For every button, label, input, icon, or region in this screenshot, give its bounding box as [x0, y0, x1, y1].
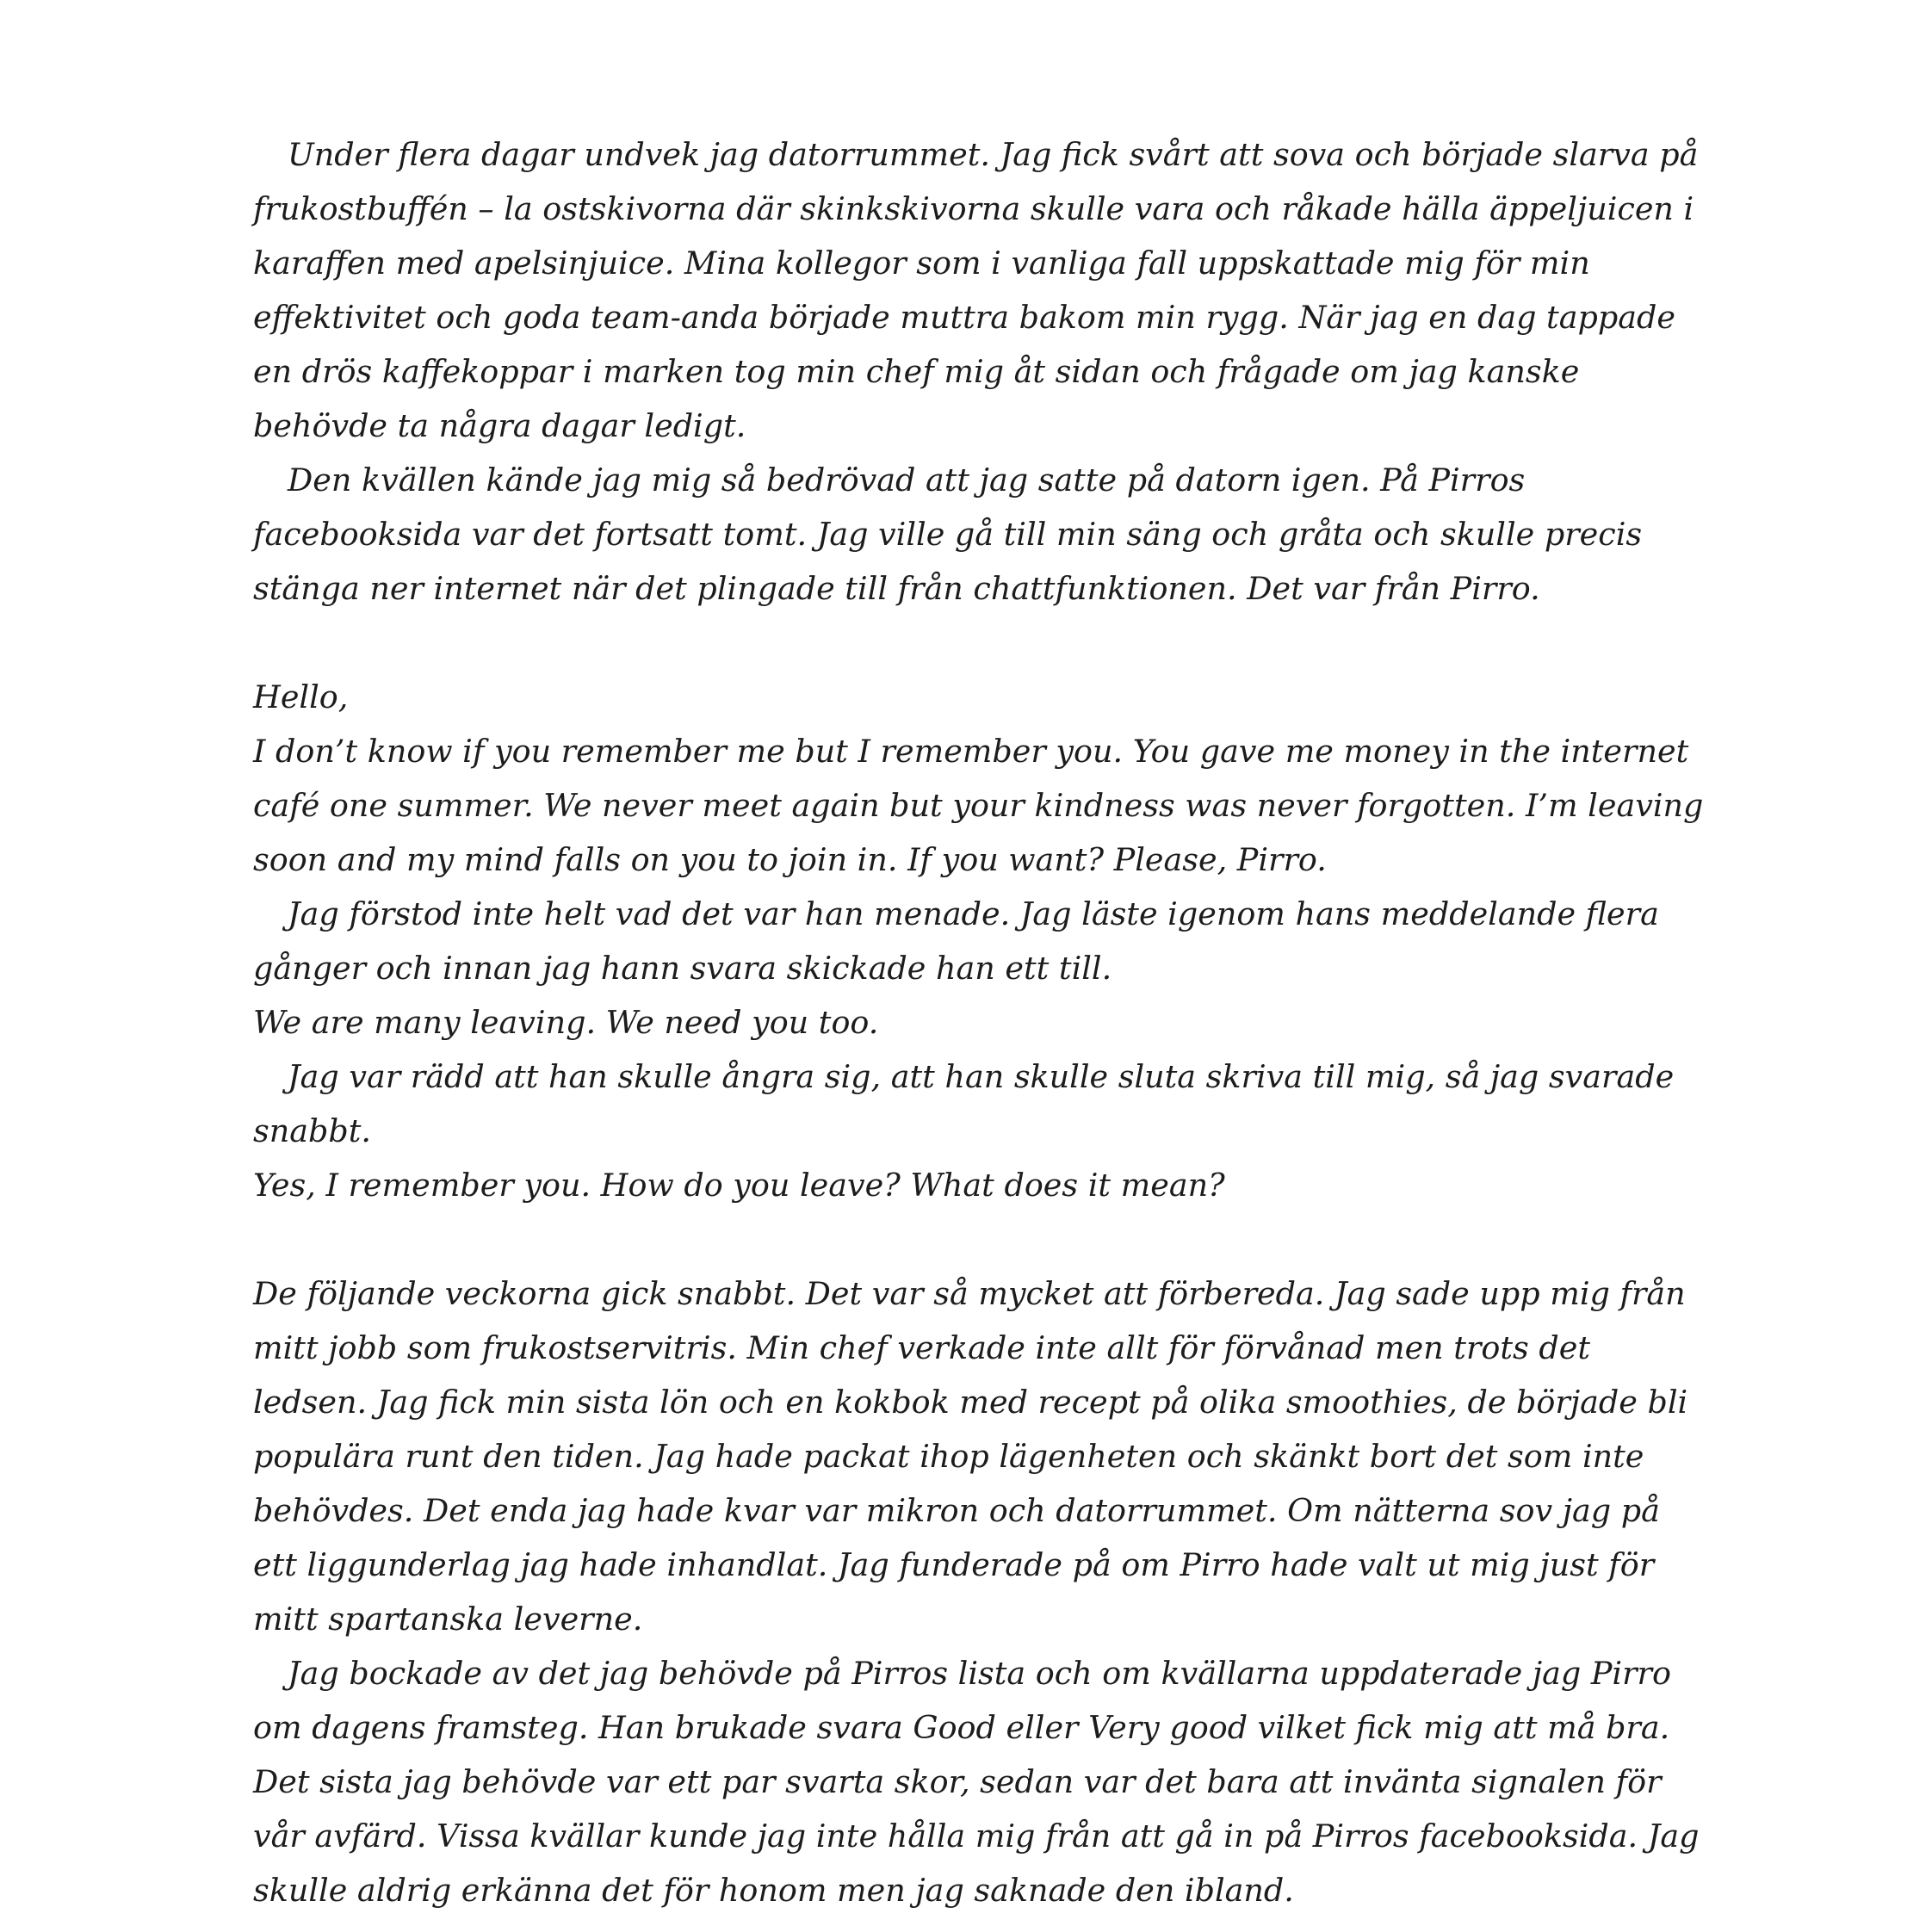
paragraph-understanding: Jag förstod inte helt vad det var han menade. Jag läste igenom hans meddelande flera gånger och innan jag hann svara skickade han ett till. [253, 895, 1659, 987]
message-greeting: Hello, [253, 678, 349, 715]
emphasis-good: Good [913, 1709, 996, 1746]
list-text-1: Jag bockade av det jag behövde på Pirros lista och om kvällarna uppdaterade jag Pirro om dagens framsteg. Han brukade svara [253, 1655, 1671, 1746]
paragraph-evening: Den kvällen kände jag mig så bedrövad att jag satte på datorn igen. På Pirros facebooksida var det fortsatt tomt. Jag ville gå till min säng och gråta och skulle precis stänga ner internet när det plingade till från chattfunktionen. Det var från Pirro. [253, 461, 1643, 607]
emphasis-very-good: Very good [1088, 1709, 1248, 1746]
section-gap [253, 1212, 1708, 1266]
list-text-2: eller [995, 1709, 1089, 1746]
paragraph-reply: Jag var rädd att han skulle ångra sig, att han skulle sluta skriva till mig, så jag svarade snabbt. [253, 1058, 1675, 1149]
section-gap [253, 616, 1708, 670]
paragraph-list [253, 1646, 1708, 1917]
paragraph-breakfast: Under flera dagar undvek jag datorrummet. Jag fick svårt att sova och började slarva på frukostbuffén – la ostskivorna där skinkskivorna skulle vara och råkade hälla äppeljuicen i karaffen med apelsinjuice. Mina kollegor som i vanliga fall uppskattade mig för min effektivitet och goda team-anda började muttra bakom min rygg. När jag en dag tappade en drös kaffekoppar i marken tog min chef mig åt sidan och frågade om jag kanske behövde ta några dagar ledigt. [253, 136, 1699, 444]
paragraph-weeks: De följande veckorna gick snabbt. Det var så mycket att förbereda. Jag sade upp mig från mitt jobb som frukostservitris. Min chef verkade inte allt för förvånad men trots det ledsen. Jag fick min sista lön och en kokbok med recept på olika smoothies, de började bli populära runt den tiden. Jag hade packat ihop lägenheten och skänkt bort det som inte behövdes. Det enda jag hade kvar var mikron och datorrummet. Om nätterna sov jag på ett liggunderlag jag hade inhandlat. Jag funderade på om Pirro hade valt ut mig just för mitt spartanska leverne. [253, 1275, 1688, 1638]
list-text-3: vilket fick mig att må bra. Det sista jag behövde var ett par svarta skor, sedan var det bara att invänta signalen för vår avfärd. Vissa kvällar kunde jag inte hålla mig från att gå in på Pirros facebooksida. Jag skulle aldrig erkänna det för honom men jag saknade den ibland. [253, 1709, 1700, 1909]
message-second: We are many leaving. We need you too. [253, 1004, 879, 1041]
message-reply: Yes, I remember you. How do you leave? What does it mean? [253, 1167, 1225, 1204]
page-body [253, 127, 1708, 1917]
message-body: I don’t know if you remember me but I remember you. You gave me money in the internet café one summer. We never meet again but your kindness was never forgotten. I’m leaving soon and my mind falls on you to join in. If you want? Please, Pirro. [253, 733, 1704, 878]
